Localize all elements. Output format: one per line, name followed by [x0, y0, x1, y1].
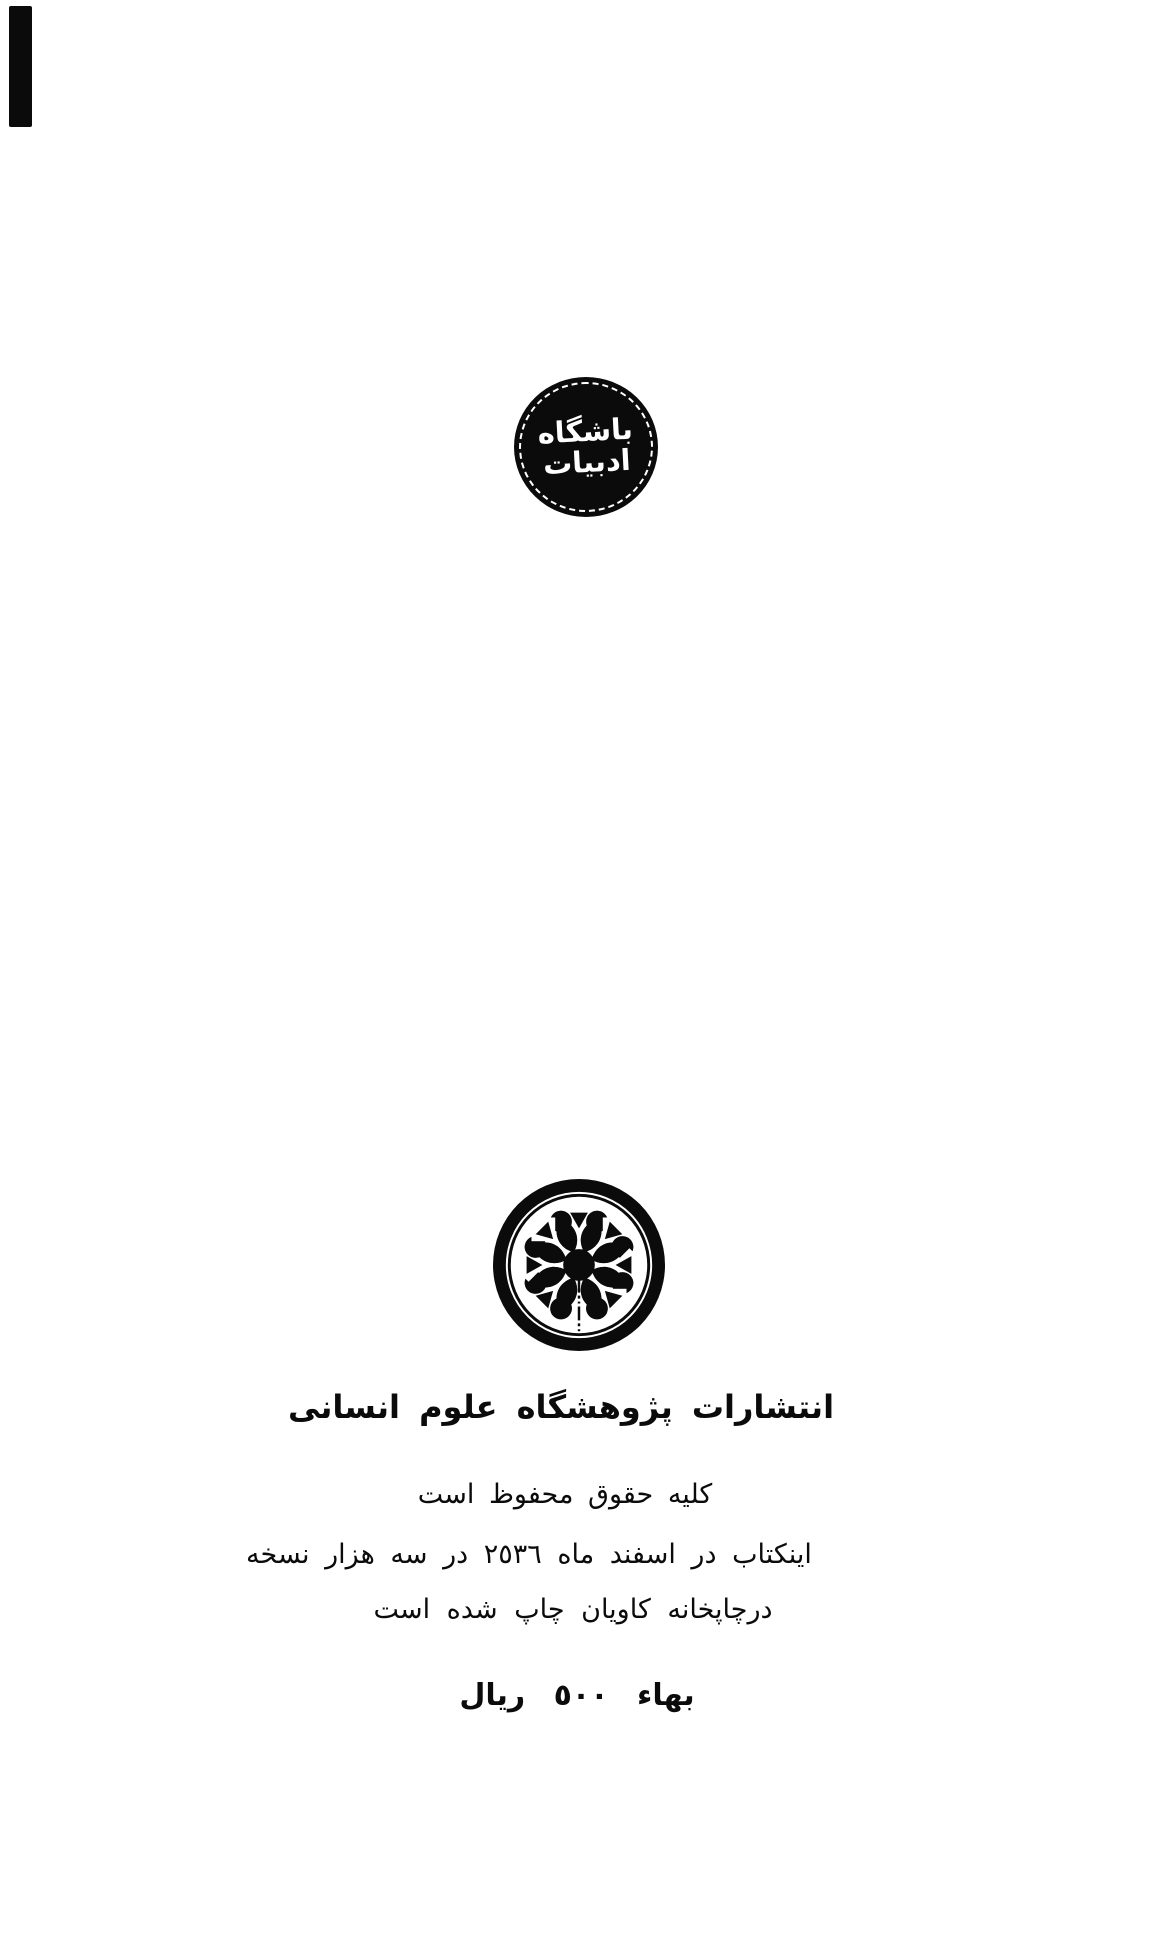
- printing-house-line: درچاپخانه کاویان چاپ شده است: [373, 1594, 773, 1625]
- publisher-lotus-emblem-icon: [492, 1178, 666, 1352]
- stamp-dashed-ring: [516, 379, 657, 516]
- rights-reserved-line: کلیه حقوق محفوظ است: [417, 1479, 713, 1510]
- scan-artifact-bar: [9, 6, 32, 127]
- publisher-name-line: انتشارات پژوهشگاه علوم انسانی: [287, 1388, 835, 1426]
- stamp-text-bottom: ادبیات: [542, 442, 632, 482]
- stamp-text-top: باشگاه: [536, 411, 634, 451]
- print-run-line: اینکتاب در اسفند ماه ٢٥٣٦ در سه هزار نسخه: [246, 1539, 812, 1570]
- literature-club-stamp-icon: [514, 377, 658, 517]
- price-line: بهاء ٥٠٠ ريال: [459, 1678, 695, 1713]
